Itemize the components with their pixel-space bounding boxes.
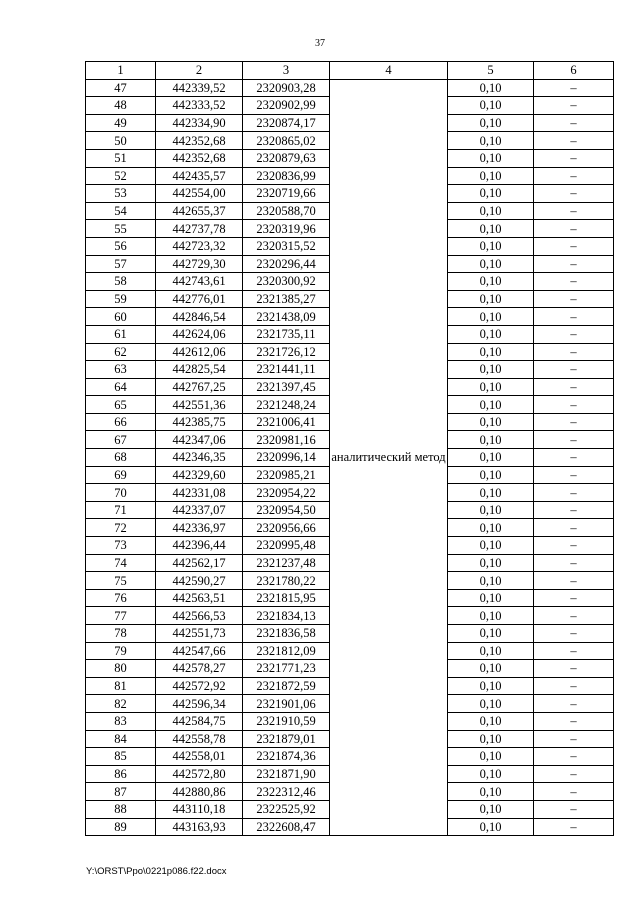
y-coordinate-cell: 2320588,70 <box>243 202 330 220</box>
dash-cell: – <box>534 677 614 695</box>
dash-cell: – <box>534 167 614 185</box>
y-coordinate-cell: 2320902,99 <box>243 97 330 115</box>
accuracy-cell: 0,10 <box>448 501 534 519</box>
row-number-cell: 75 <box>86 572 156 590</box>
y-coordinate-cell: 2321836,58 <box>243 625 330 643</box>
row-number-cell: 48 <box>86 97 156 115</box>
accuracy-cell: 0,10 <box>448 308 534 326</box>
accuracy-cell: 0,10 <box>448 607 534 625</box>
dash-cell: – <box>534 818 614 836</box>
y-coordinate-cell: 2321248,24 <box>243 396 330 414</box>
dash-cell: – <box>534 396 614 414</box>
x-coordinate-cell: 442612,06 <box>156 343 243 361</box>
row-number-cell: 68 <box>86 449 156 467</box>
accuracy-cell: 0,10 <box>448 765 534 783</box>
y-coordinate-cell: 2321815,95 <box>243 589 330 607</box>
x-coordinate-cell: 442596,34 <box>156 695 243 713</box>
x-coordinate-cell: 442737,78 <box>156 220 243 238</box>
x-coordinate-cell: 442396,44 <box>156 537 243 555</box>
y-coordinate-cell: 2320836,99 <box>243 167 330 185</box>
dash-cell: – <box>534 537 614 555</box>
accuracy-cell: 0,10 <box>448 114 534 132</box>
dash-cell: – <box>534 695 614 713</box>
x-coordinate-cell: 442767,25 <box>156 378 243 396</box>
row-number-cell: 74 <box>86 554 156 572</box>
row-number-cell: 47 <box>86 79 156 97</box>
accuracy-cell: 0,10 <box>448 167 534 185</box>
accuracy-cell: 0,10 <box>448 589 534 607</box>
row-number-cell: 64 <box>86 378 156 396</box>
dash-cell: – <box>534 149 614 167</box>
accuracy-cell: 0,10 <box>448 625 534 643</box>
accuracy-cell: 0,10 <box>448 712 534 730</box>
x-coordinate-cell: 442551,73 <box>156 625 243 643</box>
row-number-cell: 67 <box>86 431 156 449</box>
y-coordinate-cell: 2321812,09 <box>243 642 330 660</box>
row-number-cell: 59 <box>86 290 156 308</box>
x-coordinate-cell: 442846,54 <box>156 308 243 326</box>
y-coordinate-cell: 2320995,48 <box>243 537 330 555</box>
row-number-cell: 52 <box>86 167 156 185</box>
dash-cell: – <box>534 783 614 801</box>
row-number-cell: 61 <box>86 325 156 343</box>
x-coordinate-cell: 442352,68 <box>156 132 243 150</box>
x-coordinate-cell: 442776,01 <box>156 290 243 308</box>
method-cell: аналитический метод <box>330 79 448 836</box>
dash-cell: – <box>534 449 614 467</box>
x-coordinate-cell: 442336,97 <box>156 519 243 537</box>
row-number-cell: 66 <box>86 413 156 431</box>
y-coordinate-cell: 2320954,50 <box>243 501 330 519</box>
x-coordinate-cell: 443163,93 <box>156 818 243 836</box>
dash-cell: – <box>534 273 614 291</box>
y-coordinate-cell: 2321901,06 <box>243 695 330 713</box>
dash-cell: – <box>534 572 614 590</box>
row-number-cell: 82 <box>86 695 156 713</box>
dash-cell: – <box>534 466 614 484</box>
y-coordinate-cell: 2321780,22 <box>243 572 330 590</box>
y-coordinate-cell: 2321871,90 <box>243 765 330 783</box>
accuracy-cell: 0,10 <box>448 572 534 590</box>
dash-cell: – <box>534 255 614 273</box>
x-coordinate-cell: 442547,66 <box>156 642 243 660</box>
x-coordinate-cell: 442337,07 <box>156 501 243 519</box>
x-coordinate-cell: 442825,54 <box>156 361 243 379</box>
y-coordinate-cell: 2320319,96 <box>243 220 330 238</box>
accuracy-cell: 0,10 <box>448 361 534 379</box>
dash-cell: – <box>534 361 614 379</box>
row-number-cell: 49 <box>86 114 156 132</box>
row-number-cell: 78 <box>86 625 156 643</box>
x-coordinate-cell: 442339,52 <box>156 79 243 97</box>
dash-cell: – <box>534 501 614 519</box>
accuracy-cell: 0,10 <box>448 237 534 255</box>
x-coordinate-cell: 442333,52 <box>156 97 243 115</box>
accuracy-cell: 0,10 <box>448 97 534 115</box>
y-coordinate-cell: 2320296,44 <box>243 255 330 273</box>
accuracy-cell: 0,10 <box>448 695 534 713</box>
dash-cell: – <box>534 378 614 396</box>
row-number-cell: 53 <box>86 185 156 203</box>
y-coordinate-cell: 2321441,11 <box>243 361 330 379</box>
x-coordinate-cell: 442329,60 <box>156 466 243 484</box>
y-coordinate-cell: 2320985,21 <box>243 466 330 484</box>
row-number-cell: 62 <box>86 343 156 361</box>
y-coordinate-cell: 2321438,09 <box>243 308 330 326</box>
table-row <box>86 79 614 97</box>
x-coordinate-cell: 442385,75 <box>156 413 243 431</box>
y-coordinate-cell: 2321397,45 <box>243 378 330 396</box>
accuracy-cell: 0,10 <box>448 220 534 238</box>
x-coordinate-cell: 442572,92 <box>156 677 243 695</box>
row-number-cell: 80 <box>86 660 156 678</box>
row-number-cell: 63 <box>86 361 156 379</box>
y-coordinate-cell: 2321726,12 <box>243 343 330 361</box>
accuracy-cell: 0,10 <box>448 396 534 414</box>
dash-cell: – <box>534 308 614 326</box>
y-coordinate-cell: 2320903,28 <box>243 79 330 97</box>
row-number-cell: 76 <box>86 589 156 607</box>
accuracy-cell: 0,10 <box>448 660 534 678</box>
x-coordinate-cell: 442346,35 <box>156 449 243 467</box>
row-number-cell: 77 <box>86 607 156 625</box>
dash-cell: – <box>534 237 614 255</box>
x-coordinate-cell: 442584,75 <box>156 712 243 730</box>
x-coordinate-cell: 442551,36 <box>156 396 243 414</box>
dash-cell: – <box>534 413 614 431</box>
file-path-footer: Y:\ORST\Ppo\0221p086.f22.docx <box>86 866 227 877</box>
row-number-cell: 71 <box>86 501 156 519</box>
accuracy-cell: 0,10 <box>448 185 534 203</box>
row-number-cell: 55 <box>86 220 156 238</box>
x-coordinate-cell: 442331,08 <box>156 484 243 502</box>
row-number-cell: 65 <box>86 396 156 414</box>
y-coordinate-cell: 2321385,27 <box>243 290 330 308</box>
row-number-cell: 83 <box>86 712 156 730</box>
accuracy-cell: 0,10 <box>448 431 534 449</box>
x-coordinate-cell: 442566,53 <box>156 607 243 625</box>
y-coordinate-cell: 2321735,11 <box>243 325 330 343</box>
accuracy-cell: 0,10 <box>448 79 534 97</box>
row-number-cell: 88 <box>86 800 156 818</box>
dash-cell: – <box>534 484 614 502</box>
y-coordinate-cell: 2321771,23 <box>243 660 330 678</box>
row-number-cell: 84 <box>86 730 156 748</box>
dash-cell: – <box>534 79 614 97</box>
y-coordinate-cell: 2321872,59 <box>243 677 330 695</box>
y-coordinate-cell: 2320300,92 <box>243 273 330 291</box>
y-coordinate-cell: 2322312,46 <box>243 783 330 801</box>
y-coordinate-cell: 2321834,13 <box>243 607 330 625</box>
header-cell: 6 <box>534 62 614 80</box>
accuracy-cell: 0,10 <box>448 466 534 484</box>
accuracy-cell: 0,10 <box>448 255 534 273</box>
row-number-cell: 87 <box>86 783 156 801</box>
dash-cell: – <box>534 290 614 308</box>
y-coordinate-cell: 2321910,59 <box>243 712 330 730</box>
dash-cell: – <box>534 748 614 766</box>
y-coordinate-cell: 2322608,47 <box>243 818 330 836</box>
accuracy-cell: 0,10 <box>448 449 534 467</box>
row-number-cell: 79 <box>86 642 156 660</box>
accuracy-cell: 0,10 <box>448 484 534 502</box>
y-coordinate-cell: 2320874,17 <box>243 114 330 132</box>
row-number-cell: 54 <box>86 202 156 220</box>
dash-cell: – <box>534 554 614 572</box>
y-coordinate-cell: 2321006,41 <box>243 413 330 431</box>
x-coordinate-cell: 442554,00 <box>156 185 243 203</box>
y-coordinate-cell: 2320315,52 <box>243 237 330 255</box>
accuracy-cell: 0,10 <box>448 730 534 748</box>
dash-cell: – <box>534 765 614 783</box>
row-number-cell: 86 <box>86 765 156 783</box>
accuracy-cell: 0,10 <box>448 800 534 818</box>
y-coordinate-cell: 2321237,48 <box>243 554 330 572</box>
dash-cell: – <box>534 642 614 660</box>
dash-cell: – <box>534 132 614 150</box>
accuracy-cell: 0,10 <box>448 413 534 431</box>
y-coordinate-cell: 2320719,66 <box>243 185 330 203</box>
x-coordinate-cell: 442578,27 <box>156 660 243 678</box>
dash-cell: – <box>534 730 614 748</box>
header-cell: 4 <box>330 62 448 80</box>
dash-cell: – <box>534 97 614 115</box>
row-number-cell: 85 <box>86 748 156 766</box>
accuracy-cell: 0,10 <box>448 818 534 836</box>
table-body <box>86 79 614 836</box>
x-coordinate-cell: 442572,80 <box>156 765 243 783</box>
coordinates-table <box>85 61 614 836</box>
accuracy-cell: 0,10 <box>448 554 534 572</box>
row-number-cell: 70 <box>86 484 156 502</box>
dash-cell: – <box>534 712 614 730</box>
dash-cell: – <box>534 185 614 203</box>
dash-cell: – <box>534 607 614 625</box>
page-number: 37 <box>315 38 325 49</box>
x-coordinate-cell: 442624,06 <box>156 325 243 343</box>
accuracy-cell: 0,10 <box>448 642 534 660</box>
accuracy-cell: 0,10 <box>448 290 534 308</box>
accuracy-cell: 0,10 <box>448 343 534 361</box>
row-number-cell: 58 <box>86 273 156 291</box>
y-coordinate-cell: 2320865,02 <box>243 132 330 150</box>
dash-cell: – <box>534 431 614 449</box>
row-number-cell: 72 <box>86 519 156 537</box>
row-number-cell: 60 <box>86 308 156 326</box>
row-number-cell: 69 <box>86 466 156 484</box>
row-number-cell: 56 <box>86 237 156 255</box>
x-coordinate-cell: 442347,06 <box>156 431 243 449</box>
accuracy-cell: 0,10 <box>448 748 534 766</box>
header-cell: 3 <box>243 62 330 80</box>
y-coordinate-cell: 2321879,01 <box>243 730 330 748</box>
accuracy-cell: 0,10 <box>448 677 534 695</box>
y-coordinate-cell: 2320981,16 <box>243 431 330 449</box>
dash-cell: – <box>534 519 614 537</box>
accuracy-cell: 0,10 <box>448 273 534 291</box>
x-coordinate-cell: 442655,37 <box>156 202 243 220</box>
accuracy-cell: 0,10 <box>448 783 534 801</box>
x-coordinate-cell: 442729,30 <box>156 255 243 273</box>
dash-cell: – <box>534 202 614 220</box>
x-coordinate-cell: 442590,27 <box>156 572 243 590</box>
dash-cell: – <box>534 114 614 132</box>
y-coordinate-cell: 2320956,66 <box>243 519 330 537</box>
dash-cell: – <box>534 589 614 607</box>
accuracy-cell: 0,10 <box>448 519 534 537</box>
x-coordinate-cell: 442435,57 <box>156 167 243 185</box>
y-coordinate-cell: 2320954,22 <box>243 484 330 502</box>
row-number-cell: 73 <box>86 537 156 555</box>
dash-cell: – <box>534 325 614 343</box>
x-coordinate-cell: 442880,86 <box>156 783 243 801</box>
header-cell: 1 <box>86 62 156 80</box>
x-coordinate-cell: 442558,01 <box>156 748 243 766</box>
header-cell: 2 <box>156 62 243 80</box>
x-coordinate-cell: 442563,51 <box>156 589 243 607</box>
row-number-cell: 51 <box>86 149 156 167</box>
x-coordinate-cell: 442562,17 <box>156 554 243 572</box>
table-header-row <box>86 62 614 80</box>
accuracy-cell: 0,10 <box>448 149 534 167</box>
x-coordinate-cell: 442743,61 <box>156 273 243 291</box>
y-coordinate-cell: 2320996,14 <box>243 449 330 467</box>
dash-cell: – <box>534 343 614 361</box>
dash-cell: – <box>534 220 614 238</box>
x-coordinate-cell: 443110,18 <box>156 800 243 818</box>
dash-cell: – <box>534 800 614 818</box>
accuracy-cell: 0,10 <box>448 378 534 396</box>
row-number-cell: 50 <box>86 132 156 150</box>
accuracy-cell: 0,10 <box>448 537 534 555</box>
y-coordinate-cell: 2321874,36 <box>243 748 330 766</box>
header-cell: 5 <box>448 62 534 80</box>
accuracy-cell: 0,10 <box>448 132 534 150</box>
row-number-cell: 89 <box>86 818 156 836</box>
x-coordinate-cell: 442558,78 <box>156 730 243 748</box>
x-coordinate-cell: 442334,90 <box>156 114 243 132</box>
y-coordinate-cell: 2322525,92 <box>243 800 330 818</box>
accuracy-cell: 0,10 <box>448 325 534 343</box>
x-coordinate-cell: 442723,32 <box>156 237 243 255</box>
y-coordinate-cell: 2320879,63 <box>243 149 330 167</box>
x-coordinate-cell: 442352,68 <box>156 149 243 167</box>
dash-cell: – <box>534 660 614 678</box>
row-number-cell: 81 <box>86 677 156 695</box>
dash-cell: – <box>534 625 614 643</box>
accuracy-cell: 0,10 <box>448 202 534 220</box>
row-number-cell: 57 <box>86 255 156 273</box>
